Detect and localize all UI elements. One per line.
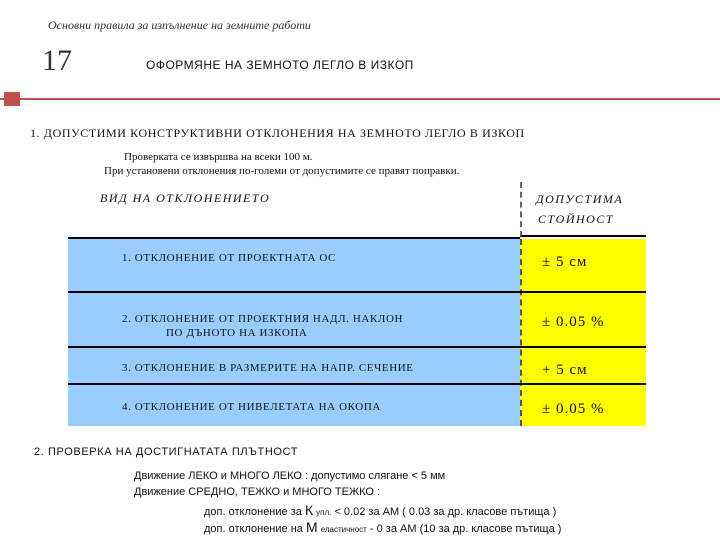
elasticity-tolerance-line: [204, 519, 561, 535]
compaction-symbol: К: [304, 502, 314, 518]
accent-marker: [4, 92, 20, 106]
divider-line: [0, 98, 720, 100]
elasticity-suffix: - 0 за АМ (10 за др. класове пътища ): [369, 523, 562, 535]
table-header-right: [520, 182, 646, 237]
row-separator: [68, 291, 646, 293]
table-row-2-label-cont: ПО ДЪНОТО НА ИЗКОПА: [166, 327, 308, 339]
section1-note-frequency: Проверката се извършва на всеки 100 м.: [124, 151, 313, 163]
table-header-left: [68, 182, 520, 239]
row-separator: [68, 346, 646, 348]
table-row-1-value: ± 5 см: [542, 254, 588, 270]
compaction-suffix: < 0.02 за АМ ( 0.03 за др. класове пътища ): [334, 506, 557, 518]
table-row-1-label: 1. ОТКЛОНЕНИЕ ОТ ПРОЕКТНАТА ОС: [122, 252, 336, 264]
table-row-2-value: ± 0.05 %: [542, 314, 605, 330]
deviation-table: [68, 182, 646, 426]
heavy-traffic-line: Движение СРЕДНО, ТЕЖКО и МНОГО ТЕЖКО :: [134, 486, 381, 498]
table-row-4-value: ± 0.05 %: [542, 401, 605, 417]
header-deviation-type: ВИД НА ОТКЛОНЕНИЕТО: [100, 191, 271, 205]
compaction-subscript: упл.: [316, 508, 332, 517]
elasticity-symbol: М: [305, 519, 318, 535]
header-title: Основни правила за изпълнение на земните работи: [48, 18, 311, 32]
section1-note-repairs: При установени отклонения по-големи от допустимите се правят поправки.: [104, 165, 460, 177]
section1-title: 1. ДОПУСТИМИ КОНСТРУКТИВНИ ОТКЛОНЕНИЯ НА ЗЕМНОТО ЛЕГЛО В ИЗКОП: [30, 126, 525, 140]
table-row-3-label: 3. ОТКЛОНЕНИЕ В РАЗМЕРИТЕ НА НАПР. СЕЧЕНИЕ: [122, 362, 414, 374]
table-row-3-value: + 5 см: [542, 362, 588, 378]
table-row-2-label: 2. ОТКЛОНЕНИЕ ОТ ПРОЕКТНИЯ НАДЛ. НАКЛОН: [122, 313, 404, 325]
compaction-tolerance-line: [204, 502, 556, 518]
elasticity-subscript: еластичност: [320, 525, 367, 534]
compaction-prefix: доп. отклонение за: [204, 506, 302, 518]
slide-title: ОФОРМЯНЕ НА ЗЕМНОТО ЛЕГЛО В ИЗКОП: [146, 58, 414, 72]
elasticity-prefix: доп. отклонение на: [204, 523, 303, 535]
row-separator: [68, 383, 646, 385]
header-allowed-line2: СТОЙНОСТ: [538, 212, 615, 226]
light-traffic-line: Движение ЛЕКО и МНОГО ЛЕКО : допустимо слягане < 5 мм: [134, 470, 446, 482]
section2-title: 2. ПРОВЕРКА НА ДОСТИГНАТАТА ПЛЪТНОСТ: [34, 446, 299, 458]
slide-number: 17: [42, 44, 72, 77]
table-row-4-label: 4. ОТКЛОНЕНИЕ ОТ НИВЕЛЕТАТА НА ОКОПА: [122, 401, 381, 413]
header-allowed-line1: ДОПУСТИМА: [536, 192, 624, 206]
column-divider: [520, 239, 522, 426]
